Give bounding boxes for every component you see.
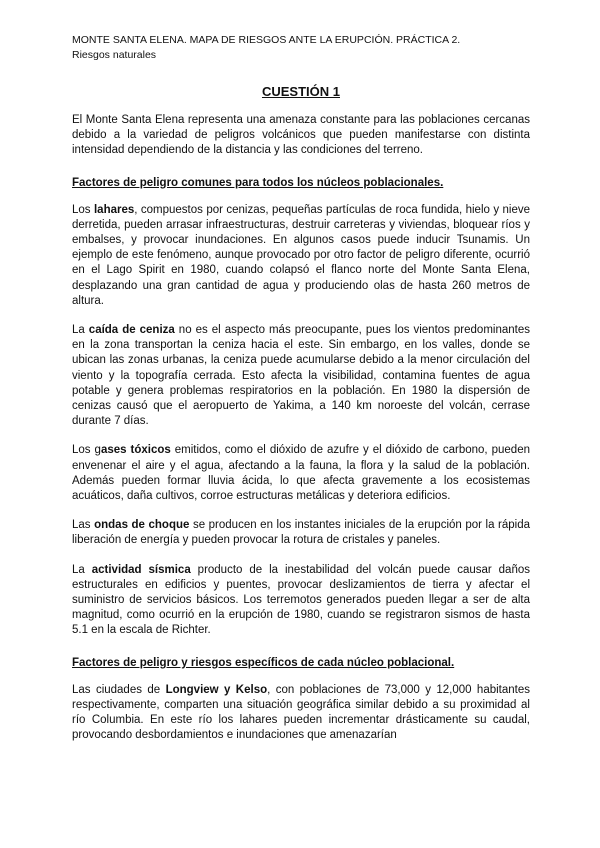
- header-subject: Riesgos naturales: [72, 49, 157, 61]
- text-run: Los: [72, 203, 94, 216]
- paragraph-longview-kelso: [72, 683, 530, 744]
- paragraph-ondas: [72, 518, 530, 548]
- text-run: , con poblaciones de 73,000 y 12,000 habitantes respectivamente, comparten una situación geográfica similar debido a su proximidad al río Columbia. En este río los lahares pueden incrementar drásticamente su caudal, provocando desbordamientos e inundaciones que amenazarían: [72, 683, 530, 742]
- text-run: Las: [72, 519, 95, 532]
- paragraph-ceniza: [72, 323, 530, 429]
- text-run: La: [72, 324, 89, 337]
- intro-paragraph: El Monte Santa Elena representa una amenaza constante para las poblaciones cercanas debido a la variedad de peligros volcánicos que pueden manifestarse con distinta intensidad dependiendo de la distancia y las condiciones del terreno.: [72, 114, 530, 157]
- text-run: La: [72, 563, 92, 576]
- question-title: CUESTIÓN 1: [261, 84, 340, 99]
- text-run: no es el aspecto más preocupante, pues los vientos predominantes en la zona transportan la ceniza hacia el este. Sin embargo, en los valles, donde se ubican las zonas urbanas, la ceniza puede acumularse debido a la menor circulación del viento y la topografía cerrada. Esto afecta la visibilidad, contamina fuentes de agua potable y genera problemas respiratorios en la población. En 1980 la dispersión de cenizas causó que el aeropuerto de Yakima, a 140 km noroeste del volcán, cerrase durante 7 días.: [72, 324, 530, 428]
- term-actividad-sismica: actividad sísmica: [91, 563, 191, 576]
- paragraph-sismica: [72, 563, 530, 639]
- text-run: Las ciudades de: [72, 683, 166, 696]
- paragraph-gases: [72, 443, 530, 504]
- term-ondas-choque: ondas de choque: [94, 519, 190, 532]
- text-run: se producen en los instantes iniciales de la erupción por la rápida liberación de energía y pueden provocar la rotura de cristales y paneles.: [72, 519, 530, 547]
- section-specific-hazards-heading: Factores de peligro y riesgos específicos de cada núcleo poblacional.: [72, 656, 455, 669]
- paragraph-lahares: [72, 203, 530, 309]
- text-run: Los g: [72, 444, 101, 457]
- page-header: [72, 33, 530, 63]
- text-run: producto de la inestabilidad del volcán puede causar daños estructurales en edificios y puentes, provocar deslizamientos de tierra y afectar el suministro de servicios básicos. Los terremotos generados pueden llegar a ser de alta magnitud, como ocurrió en la erupción de 1980, cuando se registraron sismos de hasta 5.1 en la escala de Richter.: [72, 563, 530, 637]
- header-title: MONTE SANTA ELENA. MAPA DE RIESGOS ANTE LA ERUPCIÓN. PRÁCTICA 2.: [72, 34, 461, 46]
- section-common-hazards-heading: Factores de peligro comunes para todos los núcleos poblacionales.: [72, 176, 444, 189]
- term-lahares: lahares: [93, 203, 135, 216]
- term-longview-kelso: Longview y Kelso: [165, 683, 268, 696]
- text-run: emitidos, como el dióxido de azufre y el dióxido de carbono, pueden envenenar el aire y el agua, afectando a la fauna, la flora y la salud de la población. Además pueden formar lluvia ácida, lo que afecta gravemente a los ecosistemas acuáticos, daña cultivos, corroe estructuras metálicas y deteriora edificios.: [72, 444, 530, 503]
- text-run: , compuestos por cenizas, pequeñas partículas de roca fundida, hielo y nieve derretida, pueden arrasar infraestructuras, destruir carreteras y viviendas, bloquear ríos y embalses, y provocar inundaciones. En algunos casos puede inducir Tsunamis. Un ejemplo de este fenómeno, aunque provocado por otro factor de peligro diferente, ocurrió en el Lago Spirit en 1980, cuando colapsó el flanco norte del Monte Santa Elena, desplazando una gran cantidad de agua y produciendo olas de hasta 260 metros de altura.: [72, 203, 530, 307]
- term-caida-ceniza: caída de ceniza: [88, 324, 175, 337]
- term-gases-toxicos: ases tóxicos: [100, 444, 171, 457]
